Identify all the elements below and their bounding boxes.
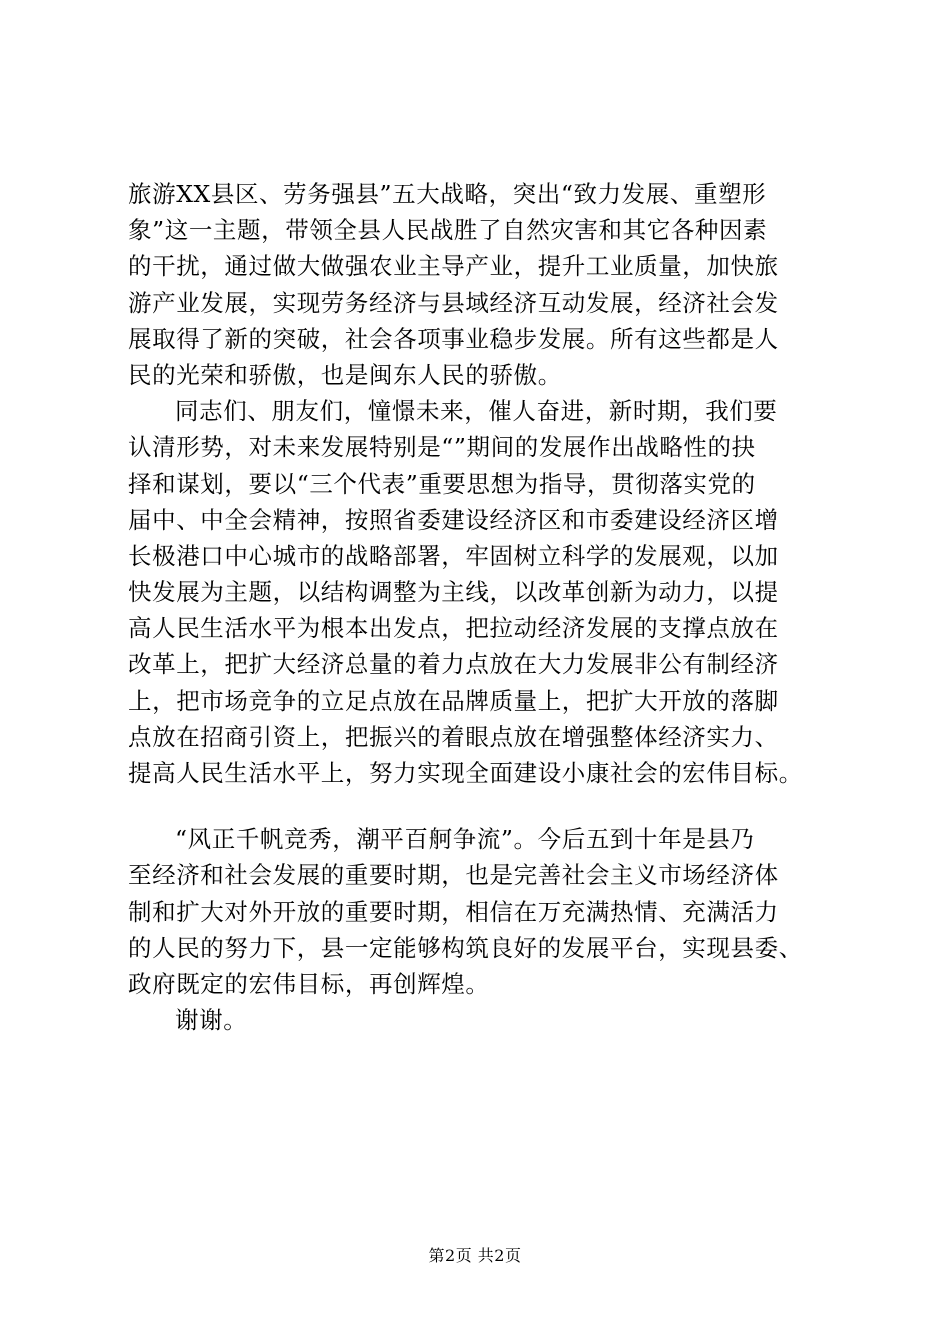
paragraph-line: 谢谢。 [175,1006,248,1035]
paragraph-line: 游产业发展，实现劳务经济与县域经济互动发展，经济社会发 [128,288,779,317]
paragraph-line: 制和扩大对外开放的重要时期，相信在万充满热情、充满活力 [128,897,779,926]
paragraph-line: 改革上，把扩大经济总量的着力点放在大力发展非公有制经济 [128,650,779,679]
paragraph-line: “风正千帆竞秀，潮平百舸争流”。今后五到十年是县乃 [175,825,755,854]
paragraph-line: 至经济和社会发展的重要时期，也是完善社会主义市场经济体 [128,861,779,890]
paragraph-line: 的人民的努力下，县一定能够构筑良好的发展平台，实现县委、 [128,933,803,962]
paragraph-line: 点放在招商引资上，把振兴的着眼点放在增强整体经济实力、 [128,722,779,751]
paragraph-line: 的干扰，通过做大做强农业主导产业，提升工业质量，加快旅 [128,252,779,281]
paragraph-line: 同志们、朋友们，憧憬未来，催人奋进，新时期，我们要 [175,397,778,426]
paragraph-line: 象”这一主题，带领全县人民战胜了自然灾害和其它各种因素 [128,216,768,245]
document-body [128,176,850,1038]
paragraph-line: 上，把市场竞争的立足点放在品牌质量上，把扩大开放的落脚 [128,686,779,715]
paragraph-3 [128,821,850,1002]
paragraph-line: 快发展为主题，以结构调整为主线，以改革创新为动力，以提 [128,578,779,607]
paragraph-spacer [128,791,850,821]
paragraph-1 [128,176,850,393]
paragraph-line: 高人民生活水平为根本出发点，把拉动经济发展的支撑点放在 [128,614,779,643]
paragraph-line: 择和谋划，要以“三个代表”重要思想为指导，贯彻落实党的 [128,469,756,498]
paragraph-line: 民的光荣和骄傲，也是闽东人民的骄傲。 [128,360,562,389]
paragraph-line: 政府既定的宏伟目标，再创辉煌。 [128,969,490,998]
page-footer: 第2页 共2页 [428,1246,522,1265]
paragraph-2 [128,393,850,791]
paragraph-4 [128,1002,850,1038]
paragraph-line: 认清形势，对未来发展特别是“”期间的发展作出战略性的抉 [128,433,756,462]
paragraph-line: 旅游XX县区、劳务强县”五大战略，突出“致力发展、重塑形 [128,180,767,208]
paragraph-line: 展取得了新的突破，社会各项事业稳步发展。所有这些都是人 [128,324,779,353]
paragraph-line: 长极港口中心城市的战略部署，牢固树立科学的发展观，以加 [128,541,779,570]
paragraph-line: 提高人民生活水平上，努力实现全面建设小康社会的宏伟目标。 [128,759,803,787]
paragraph-line: 届中、中全会精神，按照省委建设经济区和市委建设经济区增 [128,505,779,534]
